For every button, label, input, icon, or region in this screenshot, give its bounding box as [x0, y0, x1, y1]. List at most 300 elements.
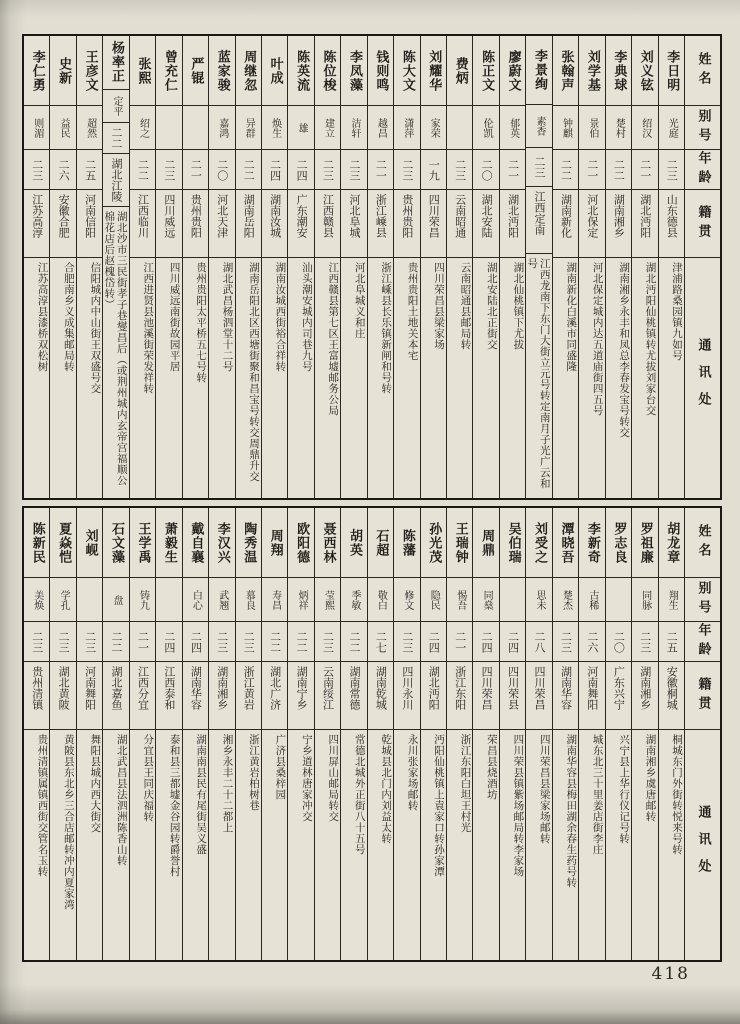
- person-alias: 焕生: [262, 106, 287, 150]
- person-age: 二一: [500, 150, 525, 190]
- person-name: 蓝家骏: [209, 36, 234, 106]
- person-age: 二八: [526, 622, 551, 662]
- person-age: 二一: [368, 150, 393, 190]
- person-age: 二二: [553, 150, 578, 190]
- directory-entry-column: [155, 508, 181, 960]
- directory-entry-column: [631, 36, 657, 498]
- person-address: 湖北武昌县法泗洲陈香山转: [115, 734, 128, 866]
- person-alias: [183, 106, 208, 150]
- person-alias: [156, 106, 181, 150]
- person-address: 荣昌县烧酒坊: [485, 734, 498, 800]
- person-name: 王瑞钟: [447, 508, 472, 578]
- person-address: 舞阳县城内西大街交: [89, 734, 102, 833]
- header-native: 籍贯: [685, 662, 720, 730]
- person-name: 李汉兴: [209, 508, 234, 578]
- header-name: 姓名: [685, 36, 720, 106]
- person-address: 湖北安陆北正街交: [485, 262, 498, 350]
- person-address: 分宜县王同庆福转: [142, 734, 155, 822]
- directory-entry-column: [24, 508, 49, 960]
- row-header-column: [684, 36, 720, 498]
- person-name: 刘受之: [526, 508, 551, 578]
- person-name: 周继忽: [236, 36, 261, 106]
- person-name: 李仁勇: [24, 36, 49, 106]
- directory-entry-column: [578, 36, 604, 498]
- person-native-place: 贵州贵阳: [394, 190, 419, 258]
- person-alias: 楚杰: [553, 578, 578, 622]
- person-age: 二一: [632, 150, 657, 190]
- person-name: 刘学基: [579, 36, 604, 106]
- person-alias: 武翘: [209, 578, 234, 622]
- person-alias: 寿昌: [262, 578, 287, 622]
- person-alias: 绍汉: [632, 106, 657, 150]
- person-address: 兴宁县上华行仪记号转: [618, 734, 631, 844]
- person-age: 二三: [24, 622, 49, 662]
- person-address: 四川荣昌县梁家场邮转: [538, 734, 551, 844]
- person-alias: 雄: [288, 106, 313, 150]
- person-native-place: 湖北安陆: [473, 190, 498, 258]
- person-name: 欧阳德: [288, 508, 313, 578]
- person-native-place: 江西泰和: [156, 662, 181, 730]
- person-alias: 翔生: [659, 578, 684, 622]
- person-age: 二三: [447, 150, 472, 190]
- person-name: 张熙: [130, 36, 155, 106]
- person-name: 王学禹: [130, 508, 155, 578]
- directory-entry-column: [420, 508, 446, 960]
- directory-entry-column: [182, 508, 208, 960]
- person-alias: 炳祥: [288, 578, 313, 622]
- person-name: 罗志良: [606, 508, 631, 578]
- directory-entry-column: [235, 36, 261, 498]
- person-alias: 景伯: [579, 106, 604, 150]
- person-name: 罗祖廉: [632, 508, 657, 578]
- person-native-place: 湖南岳阳: [236, 190, 261, 258]
- person-alias: 惕吾: [447, 578, 472, 622]
- person-name: 廖蔚文: [500, 36, 525, 106]
- person-age: 二四: [262, 150, 287, 190]
- person-alias: 同脉: [632, 578, 657, 622]
- directory-entry-column: [499, 508, 525, 960]
- person-age: 一九: [421, 150, 446, 190]
- directory-entry-column: [340, 508, 366, 960]
- person-age: 二四: [473, 622, 498, 662]
- person-alias: 楚村: [606, 106, 631, 150]
- person-name: 周翔: [262, 508, 287, 578]
- person-address: 湖南湘乡虞唐邮转: [644, 734, 657, 822]
- person-address: 永川张家场邮转: [406, 734, 419, 811]
- person-alias: 莹熙: [315, 578, 340, 622]
- person-alias: 益民: [50, 106, 75, 150]
- person-native-place: 湖北江陵: [103, 154, 128, 207]
- directory-entry-column: [76, 36, 102, 498]
- person-native-place: 湖南湘乡: [606, 190, 631, 258]
- person-alias: 季敏: [341, 578, 366, 622]
- person-native-place: 湖北黄陂: [50, 662, 75, 730]
- person-address: 湖南华容县梅田湖余春生药号转: [565, 734, 578, 888]
- person-age: 二四: [183, 622, 208, 662]
- person-alias: 光庭: [659, 106, 684, 150]
- person-name: 陈英流: [288, 36, 313, 106]
- person-native-place: 四川永川: [394, 662, 419, 730]
- person-age: 二三: [50, 622, 75, 662]
- person-alias: [156, 578, 181, 622]
- person-age: 二四: [288, 150, 313, 190]
- person-alias: 异群: [236, 106, 261, 150]
- person-native-place: 河北阜城: [341, 190, 366, 258]
- person-address: 四川屏山邮局转交: [327, 734, 340, 822]
- directory-entry-column: [631, 508, 657, 960]
- person-name: 胡龙章: [659, 508, 684, 578]
- person-name: 陶秀温: [236, 508, 261, 578]
- person-name: 陈位梭: [315, 36, 340, 106]
- person-age: 二三: [394, 150, 419, 190]
- person-name: 李凤藻: [341, 36, 366, 106]
- directory-entry-column: [499, 36, 525, 498]
- header-native: 籍贯: [685, 190, 720, 258]
- person-address: 浙江东阳白坦王村光: [459, 734, 472, 833]
- person-native-place: 湖南宁乡: [288, 662, 313, 730]
- directory-entry-column: [208, 36, 234, 498]
- person-alias: 古稀: [579, 578, 604, 622]
- person-address: 泰和县三都墟金谷园转爵誉村: [168, 734, 181, 877]
- person-address: 河北阜城义和庄: [353, 262, 366, 339]
- person-native-place: 湖南新化: [553, 190, 578, 258]
- person-alias: 修文: [394, 578, 419, 622]
- directory-entry-column: [287, 36, 313, 498]
- person-native-place: 浙江嵊县: [368, 190, 393, 258]
- person-native-place: 贵州贵阳: [183, 190, 208, 258]
- directory-entry-column: [49, 508, 75, 960]
- person-native-place: 湖南乾城: [368, 662, 393, 730]
- directory-entry-column: [525, 508, 551, 960]
- person-native-place: 江西分宜: [130, 662, 155, 730]
- person-address: 汕头潮安城内司巷九号: [300, 262, 313, 372]
- person-address: 黄陂县东北乡三合店邮转冲内夏家湾: [62, 734, 75, 910]
- directory-entry-column: [367, 508, 393, 960]
- person-alias: 美焕: [24, 578, 49, 622]
- person-address: 宁乡道林唐家冲交: [300, 734, 313, 822]
- person-address: 湖南南县民有尾街吴义盛: [195, 734, 208, 855]
- row-header-column: [684, 508, 720, 960]
- person-alias: 则湄: [24, 106, 49, 150]
- person-name: 杨率正: [103, 36, 128, 90]
- person-address: 浙江嵊县长乐镇新闸和号转: [380, 262, 393, 394]
- person-native-place: 湖南汝城: [262, 190, 287, 258]
- person-native-place: 江西赣县: [315, 190, 340, 258]
- person-native-place: 湖南湘乡: [632, 662, 657, 730]
- person-address: 湖北仙桃镇下尤拔: [512, 262, 525, 350]
- person-address: 湖北沔阳仙桃镇转尤拔刘家台交: [644, 262, 657, 416]
- person-name: 吴伯瑞: [500, 508, 525, 578]
- person-alias: [500, 578, 525, 622]
- directory-entry-column: [102, 36, 128, 498]
- directory-entry-column: [578, 508, 604, 960]
- person-address: 合肥南乡义成集邮局转: [62, 262, 75, 372]
- person-age: 二四: [156, 622, 181, 662]
- person-name: 聂西林: [315, 508, 340, 578]
- person-age: 二三: [315, 150, 340, 190]
- person-native-place: 湖南华容: [553, 662, 578, 730]
- person-native-place: 湖南华容: [183, 662, 208, 730]
- header-name: 姓名: [685, 508, 720, 578]
- person-age: 二二: [606, 150, 631, 190]
- person-name: 张翰声: [553, 36, 578, 106]
- directory-entry-column: [287, 508, 313, 960]
- person-address: 江西赣县第七区王富墟邮务公局: [327, 262, 340, 416]
- person-alias: 绍之: [130, 106, 155, 150]
- person-address: 四川荣县镇紫场邮局转李家场: [512, 734, 525, 877]
- directory-entry-column: [208, 508, 234, 960]
- person-name: 孙光茂: [421, 508, 446, 578]
- person-native-place: 安徽桐城: [659, 662, 684, 730]
- directory-entry-column: [235, 508, 261, 960]
- person-age: 二四: [500, 622, 525, 662]
- person-name: 石文藻: [103, 508, 128, 578]
- person-alias: 隐民: [421, 578, 446, 622]
- person-age: 二四: [421, 622, 446, 662]
- directory-entry-column: [129, 508, 155, 960]
- person-age: 二三: [659, 150, 684, 190]
- person-address: 湖北沙市三民街孝子巷燮昌后（或荆州城内玄帝宫福顺公棉花店后赵槐岱转）: [103, 211, 128, 487]
- person-alias: [447, 106, 472, 150]
- person-native-place: 四川荣昌: [526, 662, 551, 730]
- directory-entry-column: [420, 36, 446, 498]
- person-name: 李典球: [606, 36, 631, 106]
- person-native-place: 湖北沔阳: [421, 662, 446, 730]
- person-address: 贵州贵阳土地关本宅: [406, 262, 419, 361]
- person-address: 湖南岳阳北区西塘街聚和昌宝号转交周鼎升交: [247, 262, 260, 482]
- person-alias: 学孔: [50, 578, 75, 622]
- person-alias: 素香: [526, 105, 551, 148]
- person-address: 津浦路桑园镇九如号: [670, 262, 683, 361]
- directory-entry-column: [393, 36, 419, 498]
- person-address: 湖南湘乡永丰和凤总李春发宝号转交: [618, 262, 631, 438]
- person-native-place: 浙江黄岩: [236, 662, 261, 730]
- person-name: 李新奇: [579, 508, 604, 578]
- person-native-place: 四川荣县: [500, 662, 525, 730]
- person-name: 费炳: [447, 36, 472, 106]
- person-name: 钱则鸣: [368, 36, 393, 106]
- person-alias: 潇萍: [394, 106, 419, 150]
- person-address: 湖南新化白溪市同盛隆: [565, 262, 578, 372]
- directory-entry-column: [658, 36, 684, 498]
- directory-entry-column: [340, 36, 366, 498]
- header-address: 通讯处: [695, 337, 711, 419]
- person-age: 二一: [447, 622, 472, 662]
- directory-entry-column: [367, 36, 393, 498]
- directory-entry-column: [24, 36, 49, 498]
- person-alias: 同燊: [473, 578, 498, 622]
- person-age: 二〇: [209, 150, 234, 190]
- person-age: 二五: [77, 150, 102, 190]
- person-age: 二三: [632, 622, 657, 662]
- directory-entry-column: [658, 508, 684, 960]
- person-name: 刘岘: [77, 508, 102, 578]
- person-age: 二五: [659, 622, 684, 662]
- person-age: 二三: [236, 622, 261, 662]
- person-address: 江苏高淳县漆桥双松树: [36, 262, 49, 372]
- person-address: 湘乡永丰二十二都上: [221, 734, 234, 833]
- person-age: 二三: [24, 150, 49, 190]
- person-native-place: 湖北嘉鱼: [103, 662, 128, 730]
- directory-entry-column: [552, 36, 578, 498]
- person-native-place: 湖北沔阳: [500, 190, 525, 258]
- person-alias: 定平: [103, 90, 128, 124]
- person-address: 沔阳仙桃镇上袁家口转孙家潭: [433, 734, 445, 877]
- person-alias: 盘: [103, 578, 128, 622]
- person-native-place: 湖北广济: [262, 662, 287, 730]
- person-name: 陈藩: [394, 508, 419, 578]
- directory-entry-column: [446, 508, 472, 960]
- person-name: 李日明: [659, 36, 684, 106]
- person-address: 城东北三十里姜店街李庄: [591, 734, 604, 855]
- person-name: 石超: [368, 508, 393, 578]
- person-age: 二二: [288, 622, 313, 662]
- person-native-place: 河南舞阳: [579, 662, 604, 730]
- person-age: 二〇: [606, 622, 631, 662]
- person-address: 常德北城外正街八十五号: [353, 734, 366, 855]
- person-name: 曾充仁: [156, 36, 181, 106]
- person-native-place: 云南昭通: [447, 190, 472, 258]
- person-name: 严锟: [183, 36, 208, 106]
- person-name: 胡英: [341, 508, 366, 578]
- person-age: 二一: [130, 622, 155, 662]
- person-native-place: 安徽合肥: [50, 190, 75, 258]
- person-name: 潭晓吾: [553, 508, 578, 578]
- person-alias: 建立: [315, 106, 340, 150]
- person-native-place: 湖南常德: [341, 662, 366, 730]
- person-name: 王彦文: [77, 36, 102, 106]
- person-address: 江西进贤县池溪街荣发祥转: [142, 262, 155, 394]
- person-age: 二二: [103, 123, 128, 154]
- person-age: 二六: [50, 150, 75, 190]
- person-address: 云南昭通县邮局转: [459, 262, 472, 350]
- directory-entry-column: [314, 508, 340, 960]
- person-name: 周鼎: [473, 508, 498, 578]
- directory-entry-column: [155, 36, 181, 498]
- directory-table-lower: [22, 506, 722, 962]
- person-address: 信阳城内中山街王双盛号交: [89, 262, 102, 394]
- directory-entry-column: [49, 36, 75, 498]
- directory-entry-column: [552, 508, 578, 960]
- person-address: 四川荣昌县梁家场: [433, 262, 445, 350]
- person-alias: 家荣: [421, 106, 446, 150]
- person-address: 江西龙南下东门大街立元号转定南月子光广云和号: [526, 258, 551, 490]
- person-age: 二三: [156, 150, 181, 190]
- person-name: 刘耀华: [421, 36, 446, 106]
- person-age: 二三: [553, 622, 578, 662]
- person-native-place: 河北天津: [209, 190, 234, 258]
- directory-entry-column: [472, 36, 498, 498]
- directory-entry-column: [525, 36, 551, 498]
- person-age: 二三: [526, 148, 551, 187]
- directory-entry-column: [129, 36, 155, 498]
- person-address: 湖南汝城西街裕合祥转: [274, 262, 287, 372]
- person-age: 二三: [341, 150, 366, 190]
- person-native-place: 云南绥江: [315, 662, 340, 730]
- person-age: 二三: [394, 622, 419, 662]
- person-name: 夏焱恺: [50, 508, 75, 578]
- person-age: 二七: [368, 622, 393, 662]
- person-age: 二一: [183, 150, 208, 190]
- person-native-place: 四川荣昌: [473, 662, 498, 730]
- person-native-place: 广东兴宁: [606, 662, 631, 730]
- person-alias: 超然: [77, 106, 102, 150]
- person-age: 二二: [103, 622, 128, 662]
- person-alias: 白心: [183, 578, 208, 622]
- person-age: 二六: [579, 622, 604, 662]
- person-age: 二三: [77, 622, 102, 662]
- person-age: 二二: [341, 622, 366, 662]
- person-native-place: 四川荣昌: [421, 190, 446, 258]
- person-alias: 越昌: [368, 106, 393, 150]
- directory-entry-column: [393, 508, 419, 960]
- person-alias: 伦凯: [473, 106, 498, 150]
- person-alias: 思未: [526, 578, 551, 622]
- person-address: 湖北武昌杨泗堂十二号: [221, 262, 234, 372]
- person-name: 李景绚: [526, 36, 551, 105]
- person-alias: [606, 578, 631, 622]
- page-number: 418: [651, 964, 690, 984]
- person-native-place: 山东德县: [659, 190, 684, 258]
- person-native-place: 湖南湘乡: [209, 662, 234, 730]
- person-native-place: 贵州清镇: [24, 662, 49, 730]
- person-name: 陈新民: [24, 508, 49, 578]
- person-age: 二〇: [473, 150, 498, 190]
- person-name: 陈正文: [473, 36, 498, 106]
- directory-entry-column: [261, 36, 287, 498]
- person-native-place: 广东潮安: [288, 190, 313, 258]
- person-address: 浙江黄岩柏树巷: [247, 734, 260, 811]
- person-address: 贵州贵阳太平桥五七号转: [195, 262, 208, 383]
- header-age: 年龄: [685, 622, 720, 662]
- person-age: 二三: [315, 622, 340, 662]
- person-alias: 洁轩: [341, 106, 366, 150]
- directory-entry-column: [182, 36, 208, 498]
- person-address: 河北保定城内达五道庙街四五号: [591, 262, 604, 416]
- directory-entry-column: [472, 508, 498, 960]
- header-address: 通讯处: [695, 804, 711, 886]
- person-age: 二三: [209, 622, 234, 662]
- person-native-place: 湖北沔阳: [632, 190, 657, 258]
- directory-entry-column: [605, 36, 631, 498]
- person-alias: 铸九: [130, 578, 155, 622]
- person-age: 二二: [130, 150, 155, 190]
- person-native-place: 江苏高淳: [24, 190, 49, 258]
- person-name: 萧毅生: [156, 508, 181, 578]
- person-alias: 敬白: [368, 578, 393, 622]
- person-alias: 嘉鸿: [209, 106, 234, 150]
- directory-entry-column: [76, 508, 102, 960]
- person-address: 贵州清镇属镇西街交管名玉转: [36, 734, 49, 877]
- person-native-place: 浙江东阳: [447, 662, 472, 730]
- directory-entry-column: [261, 508, 287, 960]
- person-name: 史新: [50, 36, 75, 106]
- person-native-place: 河南信阳: [77, 190, 102, 258]
- person-address: 四川威远南街故园平居: [168, 262, 181, 372]
- directory-entry-column: [314, 36, 340, 498]
- header-alias: 别号: [685, 106, 720, 150]
- header-age: 年龄: [685, 150, 720, 190]
- person-age: 二一: [579, 150, 604, 190]
- person-alias: 钟麒: [553, 106, 578, 150]
- person-name: 叶成: [262, 36, 287, 106]
- person-address: 广济县桑梓园: [274, 734, 287, 800]
- directory-entry-column: [605, 508, 631, 960]
- person-alias: 郁英: [500, 106, 525, 150]
- person-address: 桐城东门外街转悦来号转: [670, 734, 683, 855]
- person-name: 刘义铉: [632, 36, 657, 106]
- person-name: 戴自襄: [183, 508, 208, 578]
